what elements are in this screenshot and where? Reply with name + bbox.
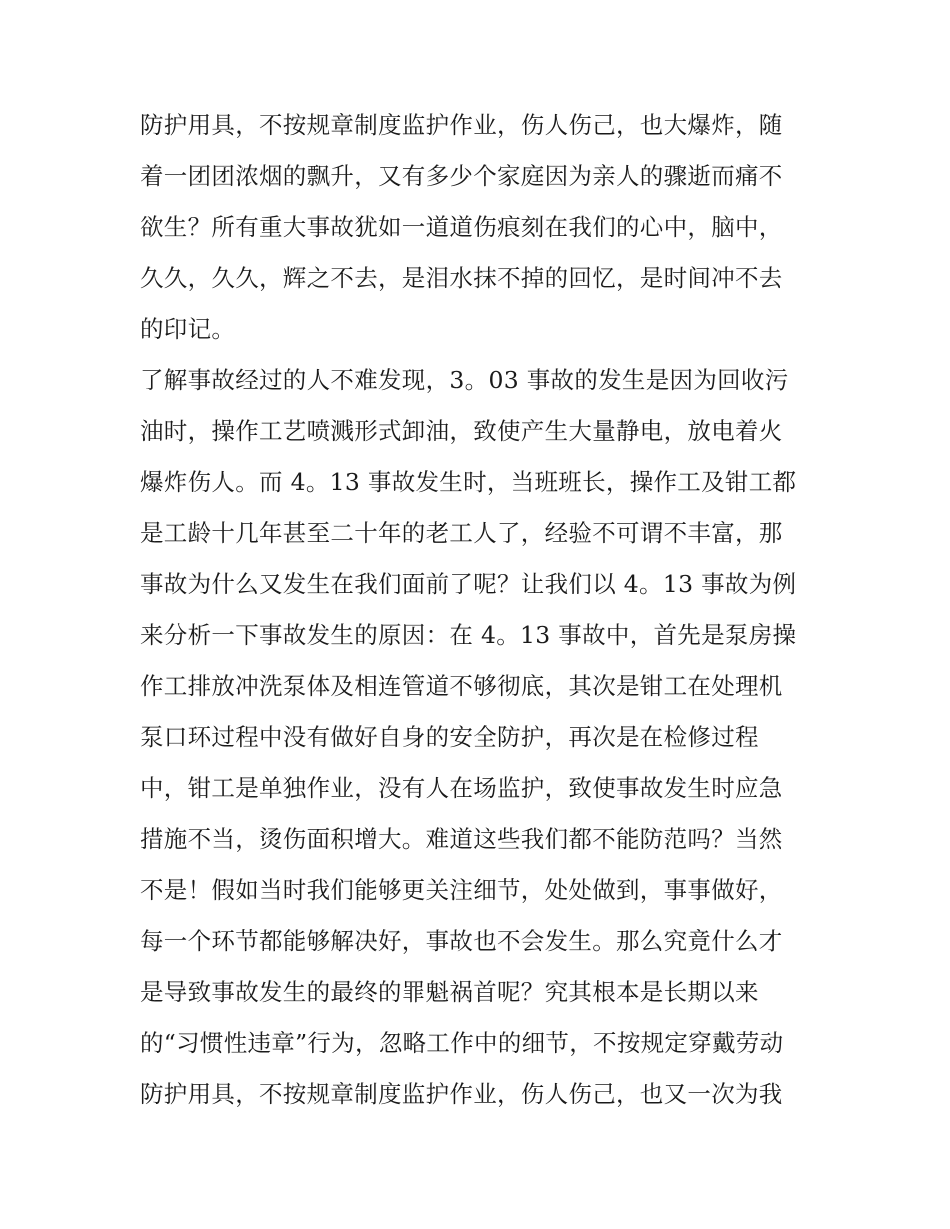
text-line: 是导致事故发生的最终的罪魁祸首呢？究其根本是长期以来 [140, 978, 759, 1006]
text-line: 油时，操作工艺喷溅形式卸油，致使产生大量静电，放电着火 [140, 417, 783, 445]
text-line: 泵口环过程中没有做好自身的安全防护，再次是在检修过程 [140, 723, 759, 751]
text-line: 了解事故经过的人不难发现，3。03 事故的发生是因为回收污 [140, 366, 789, 394]
text-line: 中，钳工是单独作业，没有人在场监护，致使事故发生时应急 [140, 774, 783, 802]
text-line: 每一个环节都能够解决好，事故也不会发生。那么究竟什么才 [140, 927, 783, 955]
text-line: 久久，久久，辉之不去，是泪水抹不掉的回忆，是时间冲不去 [140, 264, 783, 292]
text-line: 的印记。 [140, 315, 236, 343]
body-text [140, 100, 820, 1120]
text-line: 事故为什么又发生在我们面前了呢？让我们以 4。13 事故为例 [140, 570, 797, 598]
text-line: 不是！假如当时我们能够更关注细节，处处做到，事事做好， [140, 876, 783, 904]
text-line: 是工龄十几年甚至二十年的老工人了，经验不可谓不丰富，那 [140, 519, 783, 547]
text-line: 着一团团浓烟的飘升，又有多少个家庭因为亲人的骤逝而痛不 [140, 162, 783, 190]
text-line: 作工排放冲洗泵体及相连管道不够彻底，其次是钳工在处理机 [140, 672, 783, 700]
text-line: 爆炸伤人。而 4。13 事故发生时，当班班长，操作工及钳工都 [140, 468, 797, 496]
text-line: 的“习惯性违章”行为，忽略工作中的细节，不按规定穿戴劳动 [140, 1029, 784, 1057]
text-line: 防护用具，不按规章制度监护作业，伤人伤己，也大爆炸，随 [140, 111, 783, 139]
text-line: 措施不当，烫伤面积增大。难道这些我们都不能防范吗？当然 [140, 825, 783, 853]
text-line: 来分析一下事故发生的原因：在 4。13 事故中，首先是泵房操 [140, 621, 797, 649]
text-line: 防护用具，不按规章制度监护作业，伤人伤己，也又一次为我 [140, 1080, 783, 1108]
text-line: 欲生？所有重大事故犹如一道道伤痕刻在我们的心中，脑中， [140, 213, 783, 241]
